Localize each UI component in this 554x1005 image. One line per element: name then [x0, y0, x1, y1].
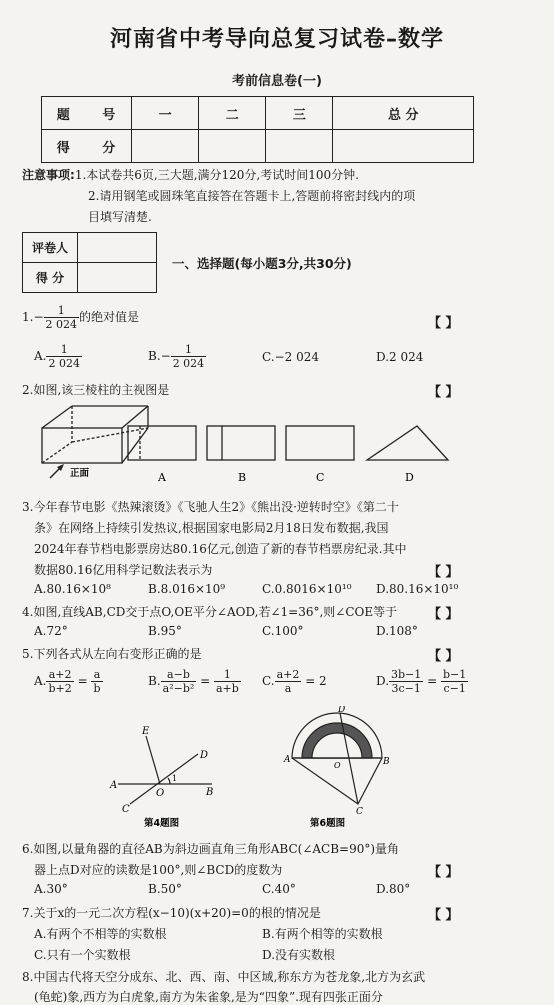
q6-option-d[interactable]: D.80°: [376, 882, 411, 896]
q3-line3: 2024年春节档电影票房达80.16亿元,创造了新的春节档票房纪录.其中: [34, 542, 407, 556]
q3-answer-bracket[interactable]: 【 】: [428, 565, 459, 580]
q4-option-d[interactable]: D.108°: [376, 624, 418, 638]
q1-option-d[interactable]: D.2 024: [376, 350, 424, 364]
q7-answer-bracket[interactable]: 【 】: [428, 908, 459, 923]
q4-option-a[interactable]: A.72°: [34, 624, 68, 638]
q8-line2: (龟蛇)象,西方为白虎象,南方为朱雀象,是为“四象”.现有四张正面分: [34, 990, 383, 1004]
q1-option-a[interactable]: [34, 343, 82, 370]
q1-suffix: 的绝对值是: [79, 310, 140, 324]
option-c-shape: [286, 426, 354, 460]
q1-option-c[interactable]: C.−2 024: [262, 350, 319, 364]
fig4-label-e: E: [142, 726, 150, 737]
exam-subtitle: 考前信息卷(一): [232, 74, 322, 89]
q5-d-n1: 3b−1: [391, 668, 422, 681]
q5-c-label: C.: [262, 674, 275, 688]
score-cell: [132, 130, 199, 163]
score-header-2: 二: [199, 97, 266, 130]
q6-line1: 6.如图,以量角器的直径AB为斜边画直角三角形ABC(∠ACB=90°)量角: [22, 842, 400, 856]
ray-oe: [146, 736, 160, 784]
q5-c-d1: a: [284, 682, 292, 695]
q2-opt-c[interactable]: C: [316, 471, 325, 482]
q2-figure: [30, 398, 530, 482]
q1-b-den: 2 024: [172, 357, 205, 370]
q5-c-rhs: = 2: [305, 674, 327, 688]
q5-a-n1: a+2: [46, 668, 73, 682]
q5-a-rhs: [91, 668, 102, 695]
score-header-3: 三: [266, 97, 333, 130]
q4-option-c[interactable]: C.100°: [262, 624, 304, 638]
q5-b-label: B.: [148, 674, 161, 688]
q8-line1: 8.中国古代将天空分成东、北、西、南、中区域,称东方为苍龙象,北方为玄武: [22, 970, 426, 984]
notes-line2: 2.请用钢笔或圆珠笔直接答在答题卡上,答题前将密封线内的项: [88, 189, 416, 203]
q5-b-d1: a²−b²: [162, 682, 195, 695]
q5-answer-bracket[interactable]: 【 】: [428, 649, 459, 664]
q5-d-lhs: [389, 668, 423, 695]
q5-a-eq: =: [77, 674, 88, 688]
figure-4: [100, 722, 230, 832]
q4-answer-bracket[interactable]: 【 】: [428, 607, 459, 622]
fig6-label-d: D: [338, 706, 346, 715]
fig6-caption: 第6题图: [310, 818, 346, 829]
q5-d-eq: =: [427, 674, 438, 688]
score-header-1: 一: [132, 97, 199, 130]
q5-c-lhs: [275, 668, 302, 695]
front-label: 正面: [70, 468, 90, 479]
q5-d-rhs: [441, 668, 468, 695]
q5-a-n2: a: [91, 668, 102, 682]
q5-option-a[interactable]: [34, 668, 103, 695]
q5-c-n1: a+2: [276, 668, 300, 681]
q5-b-lhs: [161, 668, 197, 695]
q3-line2: 条》在网络上持续引发热议,根据国家电影局2月18日发布数据,我国: [34, 521, 389, 535]
q5-a-d2: b: [93, 682, 101, 695]
q1-prefix: 1.−: [22, 310, 44, 324]
q5-b-n1: a−b: [161, 668, 197, 682]
q5-b-eq: =: [200, 674, 211, 688]
grader-score-label: 得 分: [23, 263, 78, 293]
q1-a-fraction: [46, 343, 82, 370]
q5-option-d[interactable]: [376, 668, 468, 695]
option-shapes: [128, 426, 448, 460]
q2-answer-bracket[interactable]: 【 】: [428, 385, 459, 400]
option-d-shape: [367, 426, 448, 460]
q7-option-b[interactable]: B.有两个相等的实数根: [262, 927, 383, 941]
grader-score-cell: [78, 263, 157, 293]
front-arrow-icon: [50, 464, 64, 478]
q5-d-n2: b−1: [443, 668, 467, 681]
q1-a-num: 1: [46, 343, 82, 357]
notes-line3: 目填写清楚.: [88, 210, 152, 224]
score-cell: [333, 130, 474, 163]
grader-table: [22, 232, 157, 293]
fig4-label-c: C: [122, 804, 130, 815]
q5-a-d1: b+2: [48, 682, 72, 695]
fig6-label-b: B: [383, 757, 390, 767]
q5-b-n2: 1: [214, 668, 241, 682]
fig4-label-1: 1: [172, 774, 178, 783]
q5-stem: 5.下列各式从左向右变形正确的是: [22, 647, 202, 661]
q7-stem: 7.关于x的一元二次方程(x−10)(x+20)=0的根的情况是: [22, 906, 321, 920]
grader-reviewer-label: 评卷人: [23, 233, 78, 263]
q3-option-c[interactable]: C.0.8016×10¹⁰: [262, 582, 352, 596]
q1-b-num: 1: [171, 343, 207, 357]
q4-option-b[interactable]: B.95°: [148, 624, 182, 638]
q1-num: 1: [44, 304, 80, 318]
q1-fraction: [44, 304, 80, 331]
q1-option-b[interactable]: [148, 343, 206, 370]
q5-b-rhs: [214, 668, 241, 695]
fig4-label-o: O: [156, 788, 165, 799]
exam-title: 河南省中考导向总复习试卷–数学: [109, 27, 444, 52]
q6-option-c[interactable]: C.40°: [262, 882, 296, 896]
fig4-label-a: A: [110, 780, 118, 791]
q5-d-label: D.: [376, 674, 390, 688]
score-cell: [266, 130, 333, 163]
q1-den: 2 024: [45, 318, 78, 331]
q1-a-label: A.: [34, 349, 47, 363]
q7-option-a[interactable]: A.有两个不相等的实数根: [34, 927, 167, 941]
q1-answer-bracket[interactable]: 【 】: [428, 316, 459, 331]
option-b-shape: [207, 426, 275, 460]
q2-opt-d[interactable]: D: [405, 471, 414, 482]
q6-line2: 器上点D对应的读数是100°,则∠BCD的度数为: [34, 863, 283, 877]
q3-option-a[interactable]: A.80.16×10⁸: [34, 582, 111, 596]
score-table: [41, 96, 474, 163]
q1-stem: [22, 304, 139, 331]
q5-a-label: A.: [34, 674, 47, 688]
fig6-label-o: O: [334, 761, 341, 770]
q2-opt-a[interactable]: A: [158, 471, 166, 482]
score-row-label: 得 分: [42, 130, 132, 163]
notes: [22, 165, 359, 186]
fig4-label-d: D: [200, 750, 209, 761]
score-cell: [199, 130, 266, 163]
q6-option-a[interactable]: A.30°: [34, 882, 68, 896]
q1-b-fraction: [171, 343, 207, 370]
figure-6: [282, 706, 392, 832]
q7-option-c[interactable]: C.只有一个实数根: [34, 948, 131, 962]
q4-stem: 4.如图,直线AB,CD交于点O,OE平分∠AOD,若∠1=36°,则∠COE等于: [22, 605, 398, 619]
q2-opt-b[interactable]: B: [238, 471, 247, 482]
prism-drawing: [42, 406, 148, 463]
score-header-label: 题 号: [42, 97, 132, 130]
fig6-label-a: A: [284, 755, 291, 765]
q3-line1: 3.今年春节电影《热辣滚烫》《飞驰人生2》《熊出没·逆转时空》《第二十: [22, 500, 399, 514]
fig4-caption: 第4题图: [144, 818, 180, 829]
fig4-label-b: B: [206, 787, 214, 798]
q5-d-d2: c−1: [443, 682, 466, 695]
q5-option-b[interactable]: [148, 668, 241, 695]
q6-answer-bracket[interactable]: 【 】: [428, 865, 459, 880]
q1-b-label: B.−: [148, 349, 171, 363]
q3-option-d[interactable]: D.80.16×10¹⁰: [376, 582, 459, 596]
notes-line1: 1.本试卷共6页,三大题,满分120分,考试时间100分钟.: [74, 168, 359, 182]
q3-line4: 数据80.16亿用科学记数法表示为: [34, 563, 213, 577]
q3-option-b[interactable]: B.8.016×10⁹: [148, 582, 226, 596]
q7-option-d[interactable]: D.没有实数根: [262, 948, 336, 962]
notes-label: 注意事项:: [22, 168, 75, 182]
q2-stem: 2.如图,该三棱柱的主视图是: [22, 383, 170, 397]
q6-option-b[interactable]: B.50°: [148, 882, 182, 896]
q5-b-d2: a+b: [216, 682, 239, 695]
q1-a-den: 2 024: [48, 357, 80, 370]
q5-d-d1: 3c−1: [391, 682, 421, 695]
q5-option-c[interactable]: [262, 668, 327, 695]
option-a-shape: [128, 426, 196, 460]
section-1-heading: 一、选择题(每小题3分,共30分): [172, 256, 352, 271]
score-header-total: 总 分: [333, 97, 474, 130]
fig6-label-c: C: [356, 807, 363, 817]
grader-reviewer-cell: [78, 233, 157, 263]
q5-a-lhs: [46, 668, 73, 695]
